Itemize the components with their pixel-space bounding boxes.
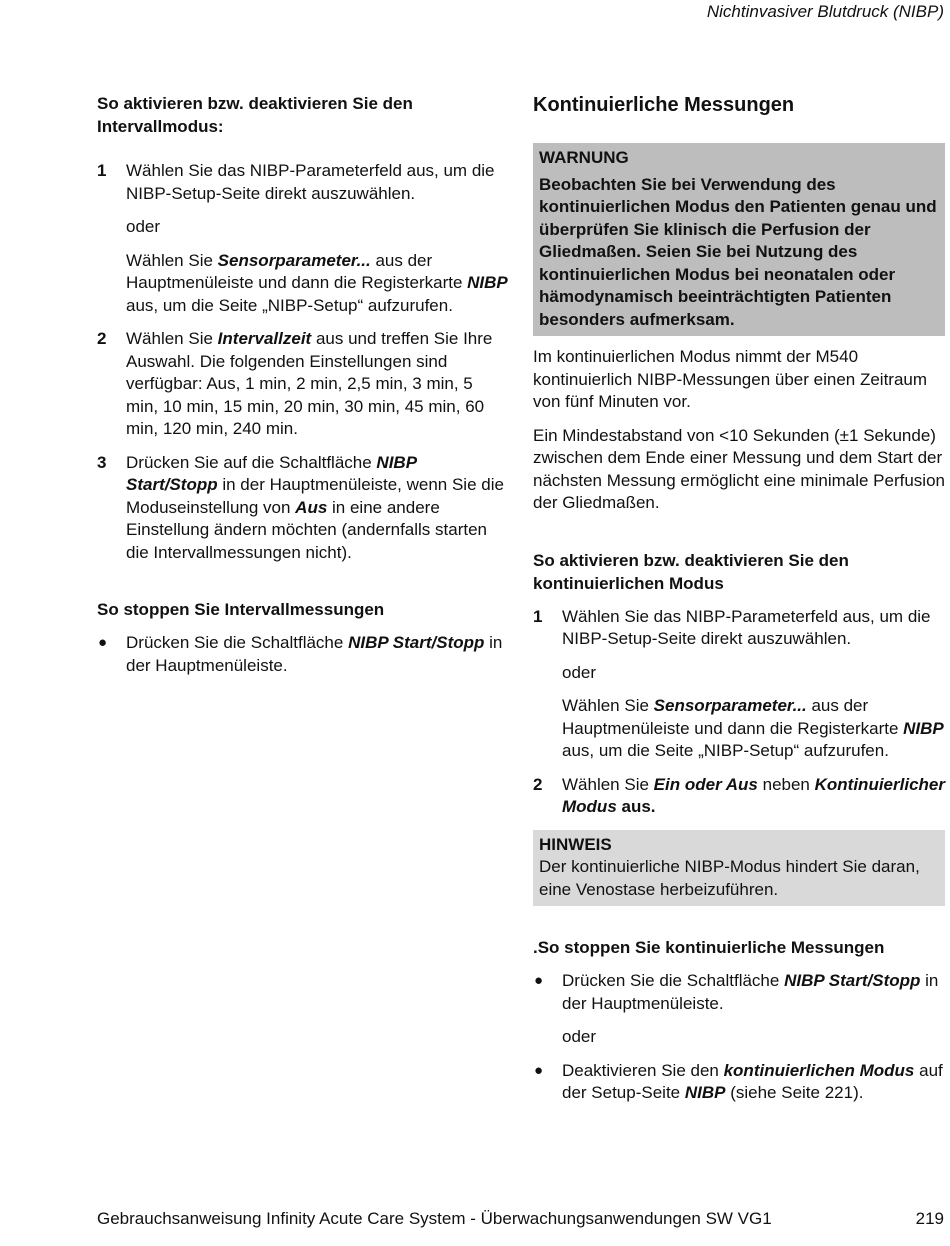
note-box (533, 830, 945, 907)
left-step-3 (97, 452, 509, 565)
bullet-oder: oder (562, 1027, 597, 1046)
paragraph-min-interval: Ein Mindestabstand von <10 Sekunden (±1 Sekunde) zwischen dem Ende einer Messung und dem Start der nächsten Messung ermöglicht eine minimale Perfusion der Gliedmaßen. (533, 425, 945, 512)
right-column (533, 92, 945, 1105)
bullet-text: Drücken Sie die Schaltfläche NIBP Start/Stopp in der Hauptmenüleiste. (562, 971, 939, 1013)
bullet-icon: ● (534, 972, 544, 989)
step-number: 3 (97, 452, 107, 472)
bullet-text: Deaktivieren Sie den kontinuierlichen Modus auf der Setup-Seite NIBP (siehe Seite 221). (562, 1060, 943, 1102)
left-heading-stop: So stoppen Sie Intervallmessungen (97, 600, 385, 619)
right-bullet-1 (533, 970, 945, 1049)
step-alt-text: Wählen Sie Sensorparameter... aus der Hauptmenüleiste und dann die Registerkarte NIBP aus, um die Seite „NIBP-Setup“ aufzurufen. (126, 250, 508, 315)
right-heading-toggle: So aktivieren bzw. deaktivieren Sie den kontinuierlichen Modus (533, 550, 849, 593)
bullet-text: Drücken Sie die Schaltfläche NIBP Start/Stopp in der Hauptmenüleiste. (126, 633, 503, 675)
note-text: Der kontinuierliche NIBP-Modus hindert Sie daran, eine Venostase herbeizuführen. (539, 857, 920, 899)
right-step-1 (533, 606, 945, 763)
section-title: Kontinuierliche Messungen (533, 94, 795, 116)
left-step-2 (97, 328, 509, 441)
step-text: Wählen Sie das NIBP-Parameterfeld aus, um die NIBP-Setup-Seite direkt auszuwählen. (126, 161, 495, 203)
step-text: Wählen Sie Intervallzeit aus und treffen Sie Ihre Auswahl. Die folgenden Einstellungen sind verfügbar: Aus, 1 min, 2 min, 2,5 min, 3 min, 5 min, 10 min, 15 min, 20 min, 30 min, 45 min, 60 min, 120 min, 240 min. (126, 329, 493, 438)
left-step-1 (97, 160, 509, 317)
bullet-icon: ● (534, 1061, 544, 1079)
step-oder: oder (126, 217, 161, 236)
step-number: 2 (97, 329, 107, 348)
right-bullet-2 (533, 1060, 945, 1105)
running-header: Nichtinvasiver Blutdruck (NIBP) (706, 2, 944, 21)
warning-text: Beobachten Sie bei Verwendung des kontinuierlichen Modus den Patienten genau und überprüfen Sie klinisch die Perfusion der Gliedmaßen. Seien Sie bei Nutzung des kontinuierlichen Modus bei neonatalen oder hämodynamisch beeinträchtigten Patienten besonders aufmerksam. (539, 174, 937, 329)
step-text: Drücken Sie auf die Schaltfläche NIBP Start/Stopp in der Hauptmenüleiste, wenn Sie die Moduseinstellung von Aus in eine andere Einstellung ändern möchten (andernfalls starten die Intervallmessungen nicht). (126, 452, 504, 562)
warning-box (533, 143, 945, 336)
footer-text: Gebrauchsanweisung Infinity Acute Care System - Überwachungsanwendungen SW VG1 (97, 1209, 772, 1228)
step-text: Wählen Sie das NIBP-Parameterfeld aus, um die NIBP-Setup-Seite direkt auszuwählen. (562, 606, 931, 648)
right-heading-stop: .So stoppen Sie kontinuierliche Messungen (533, 938, 885, 957)
left-column (97, 92, 509, 677)
left-bullet-1 (97, 632, 509, 677)
step-text: Wählen Sie Ein oder Aus neben Kontinuierlicher Modus aus. (562, 774, 945, 816)
step-oder: oder (562, 662, 597, 682)
note-label: HINWEIS (539, 834, 612, 854)
step-number: 1 (533, 606, 543, 626)
warning-label: WARNUNG (539, 148, 629, 167)
step-alt-text: Wählen Sie Sensorparameter... aus der Hauptmenüleiste und dann die Registerkarte NIBP aus, um die Seite „NIBP-Setup“ aufzurufen. (562, 696, 944, 760)
bullet-icon: ● (98, 634, 108, 651)
step-number: 2 (533, 774, 543, 794)
page-number: 219 (915, 1209, 944, 1228)
step-number: 1 (97, 161, 107, 180)
right-step-2 (533, 774, 945, 819)
left-heading-interval: So aktivieren bzw. deaktivieren Sie den Intervallmodus: (97, 94, 413, 136)
paragraph-continuous-mode: Im kontinuierlichen Modus nimmt der M540 kontinuierlich NIBP-Messungen über einen Zeitraum von fünf Minuten vor. (533, 347, 928, 411)
